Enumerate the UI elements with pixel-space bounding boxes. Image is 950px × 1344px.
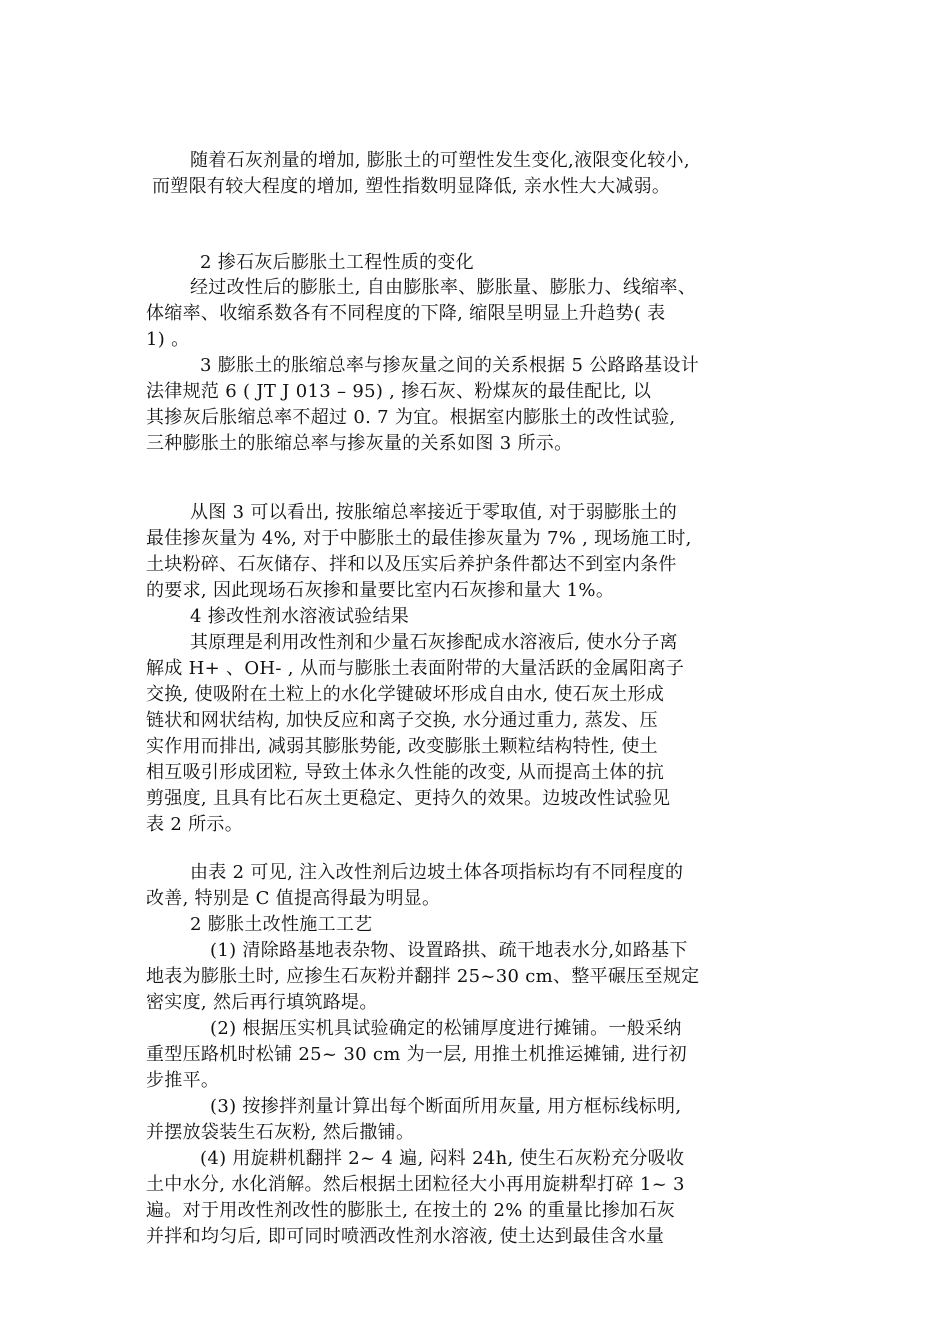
text-line: 其原理是利用改性剂和少量石灰掺配成水溶液后, 使水分子离 xyxy=(190,632,678,653)
text-line: (3) 按掺拌剂量计算出每个断面所用灰量, 用方框标线标明, xyxy=(210,1096,682,1117)
text-line: 3 膨胀土的胀缩总率与掺灰量之间的关系根据 5 公路路基设计 xyxy=(200,355,700,376)
text-line: 地表为膨胀土时, 应掺生石灰粉并翻拌 25~30 cm、整平碾压至规定 xyxy=(146,966,700,987)
text-line: 链状和网状结构, 加快反应和离子交换, 水分通过重力, 蒸发、压 xyxy=(146,710,658,731)
text-line: 而塑限有较大程度的增加, 塑性指数明显降低, 亲水性大大减弱。 xyxy=(152,176,671,197)
text-line: 土块粉碎、石灰储存、拌和以及压实后养护条件都达不到室内条件 xyxy=(146,554,677,575)
text-line: 从图 3 可以看出, 按胀缩总率接近于零取值, 对于弱膨胀土的 xyxy=(190,502,678,523)
text-line: 重型压路机时松铺 25~ 30 cm 为一层, 用推土机推运摊铺, 进行初 xyxy=(146,1044,687,1065)
text-line: 的要求, 因此现场石灰掺和量要比室内石灰掺和量大 1%。 xyxy=(146,580,615,601)
text-line: 法律规范 6 ( JT J 013 – 95) , 掺石灰、粉煤灰的最佳配比, 以 xyxy=(146,381,652,402)
text-line: 密实度, 然后再行填筑路堤。 xyxy=(146,992,378,1013)
text-line: 并拌和均匀后, 即可同时喷洒改性剂水溶液, 使土达到最佳含水量 xyxy=(146,1226,665,1247)
text-line: 其掺灰后胀缩总率不超过 0. 7 为宜。根据室内膨胀土的改性试验, xyxy=(146,407,676,428)
text-line: (2) 根据压实机具试验确定的松铺厚度进行摊铺。一般采纳 xyxy=(210,1018,682,1039)
text-line: 并摆放袋装生石灰粉, 然后撒铺。 xyxy=(146,1122,415,1143)
text-line: 相互吸引形成团粒, 导致土体永久性能的改变, 从而提高土体的抗 xyxy=(146,762,665,783)
text-line: 由表 2 可见, 注入改性剂后边坡土体各项指标均有不同程度的 xyxy=(190,862,684,883)
text-line: 表 2 所示。 xyxy=(146,814,243,835)
text-line: 遍。对于用改性剂改性的膨胀土, 在按土的 2% 的重量比掺加石灰 xyxy=(146,1200,676,1221)
text-line: 1) 。 xyxy=(146,329,190,350)
text-line: 解成 H+ 、OH- , 从而与膨胀土表面附带的大量活跃的金属阳离子 xyxy=(146,658,685,679)
text-line: 剪强度, 且具有比石灰土更稳定、更持久的效果。边坡改性试验见 xyxy=(146,788,671,809)
section-heading: 2 掺石灰后膨胀土工程性质的变化 xyxy=(200,252,474,273)
section-heading: 2 膨胀土改性施工工艺 xyxy=(190,914,373,935)
text-line: (4) 用旋耕机翻拌 2~ 4 遍, 闷料 24h, 使生石灰粉充分吸收 xyxy=(200,1148,685,1169)
text-line: 交换, 使吸附在土粒上的水化学键破坏形成自由水, 使石灰土形成 xyxy=(146,684,665,705)
text-line: 经过改性后的膨胀土, 自由膨胀率、膨胀量、膨胀力、线缩率、 xyxy=(190,277,697,298)
text-line: 三种膨胀土的胀缩总率与掺灰量的关系如图 3 所示。 xyxy=(146,433,573,454)
text-line: 体缩率、收缩系数各有不同程度的下降, 缩限呈明显上升趋势( 表 xyxy=(146,303,666,324)
text-line: 随着石灰剂量的增加, 膨胀土的可塑性发生变化,液限变化较小, xyxy=(190,150,690,171)
text-line: 实作用而排出, 减弱其膨胀势能, 改变膨胀土颗粒结构特性, 使土 xyxy=(146,736,658,757)
text-line: 最佳掺灰量为 4%, 对于中膨胀土的最佳掺灰量为 7% , 现场施工时, xyxy=(146,528,692,549)
text-line: 改善, 特别是 C 值提高得最为明显。 xyxy=(146,888,441,909)
text-line: (1) 清除路基地表杂物、设置路拱、疏干地表水分,如路基下 xyxy=(210,940,688,961)
section-heading: 4 掺改性剂水溶液试验结果 xyxy=(190,606,410,627)
text-line: 土中水分, 水化消解。然后根据土团粒径大小再用旋耕犁打碎 1~ 3 xyxy=(146,1174,685,1195)
text-line: 步推平。 xyxy=(146,1070,220,1091)
